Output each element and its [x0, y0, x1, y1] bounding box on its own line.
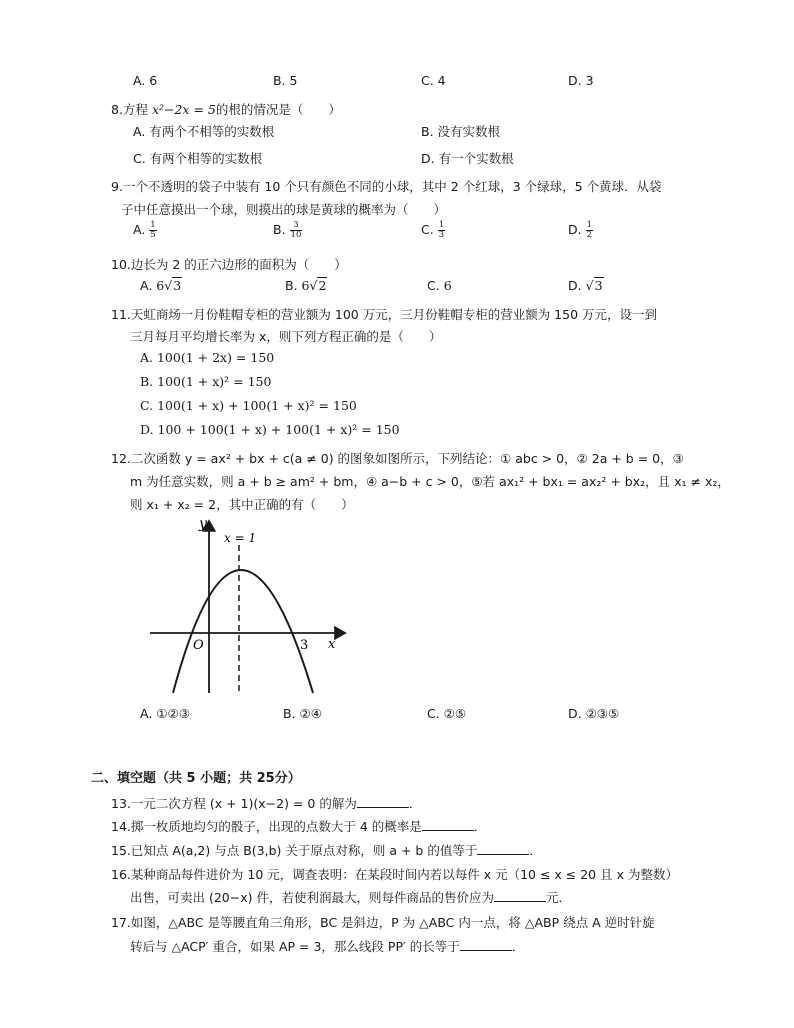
option-label: C.: [427, 278, 440, 293]
question-number: 8.: [111, 102, 123, 117]
fraction: [438, 221, 445, 240]
numerator: 1: [150, 220, 156, 230]
question-16-line2: [130, 888, 571, 906]
symmetry-label: x = 1: [224, 531, 257, 545]
q7-option-a: A. 6: [133, 73, 158, 88]
question-number: 14.: [111, 819, 131, 834]
question-number: 15.: [111, 843, 131, 858]
q10-option-b: [285, 278, 327, 293]
question-number: 10.: [111, 257, 131, 272]
option-label: A.: [133, 222, 146, 237]
coefficient: 6: [156, 278, 165, 293]
question-14: [111, 817, 486, 835]
stem-text: 出售，可卖出 (20−x) 件，若使利润最大，则每件商品的售价应为: [130, 890, 494, 905]
stem-text: 掷一枚质地均匀的骰子，出现的点数大于 4 的概率是: [130, 819, 422, 834]
question-17-line1: [111, 913, 655, 931]
fraction: [290, 221, 303, 240]
stem-text: 如图，△ABC 是等腰直角三角形，BC 是斜边，P 为 △ABC 内一点，将 △ABP 绕点 A 逆时针旋: [130, 915, 655, 930]
question-number: 9.: [111, 179, 123, 194]
question-10-stem: [111, 255, 347, 273]
stem-text: 二次函数 y = ax² + bx + c(a ≠ 0) 的图象如图所示，下列结论：① abc > 0，② 2a + b = 0，③: [130, 451, 684, 466]
stem-end: ．: [529, 843, 542, 858]
question-16-line1: [111, 865, 678, 883]
q7-option-b: B. 5: [273, 73, 298, 88]
equation: x²−2x = 5: [151, 102, 216, 117]
stem-text: 天虹商场一月份鞋帽专柜的营业额为 100 万元，三月份鞋帽专柜的营业额为 150 万元，设一到: [130, 307, 658, 322]
section-heading: 二、填空题（共 5 小题；共 25分）: [91, 771, 301, 786]
radicand: 2: [318, 278, 327, 293]
q12-option-d: D. ②③⑤: [568, 706, 620, 721]
question-15: [111, 841, 542, 859]
answer-blank[interactable]: [460, 938, 512, 951]
stem-text: 转后与 △ACP′ 重合，如果 AP = 3，那么线段 PP′ 的长等于: [130, 939, 460, 954]
denominator: 2: [586, 230, 593, 240]
radical-expression: 6√3: [156, 278, 182, 293]
x-axis-label: x: [328, 637, 336, 652]
numerator: 1: [586, 220, 593, 230]
stem-end: ．: [511, 939, 525, 954]
stem-end: 元．: [545, 890, 571, 905]
stem-text: 已知点 A(a,2) 与点 B(3,b) 关于原点对称，则 a + b 的值等于: [130, 843, 478, 858]
question-17-line2: [130, 937, 524, 955]
stem-text: 一个不透明的袋子中装有 10 个只有颜色不同的小球，其中 2 个红球，3 个绿球，5 个黄球．从袋: [122, 179, 662, 194]
question-number: 13.: [111, 796, 131, 811]
radicand: 3: [594, 278, 603, 293]
numerator: 3: [290, 221, 303, 231]
q11-option-b: B. 100(1 + x)² = 150: [140, 374, 272, 389]
q9-option-d: [568, 221, 593, 240]
root-label: 3: [300, 638, 309, 653]
q9-option-a: [133, 221, 157, 240]
q8-option-a: A. 有两个不相等的实数根: [133, 124, 275, 139]
answer-blank[interactable]: [357, 795, 409, 808]
q8-option-b: B. 没有实数根: [421, 124, 501, 139]
numerator: 1: [438, 220, 445, 230]
parabola-graph: [145, 515, 350, 700]
coefficient: 6: [443, 278, 452, 293]
q11-option-a: A. 100(1 + 2x) = 150: [140, 350, 275, 365]
option-label: B.: [285, 278, 298, 293]
question-number: 17.: [111, 915, 131, 930]
question-12-line3: 则 x₁ + x₂ = 2，其中正确的有（ ）: [130, 497, 354, 512]
answer-blank[interactable]: [477, 842, 529, 855]
question-9-line2: 子中任意摸出一个球，则摸出的球是黄球的概率为（ ）: [121, 202, 447, 217]
option-label: C.: [421, 222, 434, 237]
q10-option-d: [568, 278, 604, 293]
fraction: [149, 221, 156, 240]
q10-option-c: [427, 278, 452, 293]
q9-option-c: [421, 221, 445, 240]
question-number: 16.: [111, 867, 131, 882]
stem-post: 的根的情况是（ ）: [215, 102, 341, 117]
radical-expression: 6√2: [301, 278, 327, 293]
q11-option-c: C. 100(1 + x) + 100(1 + x)² = 150: [140, 398, 357, 413]
q8-option-c: C. 有两个相等的实数根: [133, 151, 263, 166]
question-12-line1: [111, 449, 684, 467]
question-9-line1: [111, 177, 662, 195]
radical-expression: √3: [585, 278, 603, 293]
denominator: 10: [290, 230, 302, 240]
question-11-line1: [111, 305, 657, 323]
option-label: D.: [568, 278, 582, 293]
q7-option-c: C. 4: [421, 73, 446, 88]
y-axis-label: y: [199, 516, 207, 532]
stem-end: ．: [408, 796, 422, 811]
q10-option-a: [140, 278, 182, 293]
option-label: D.: [568, 222, 582, 237]
option-label: B.: [273, 222, 286, 237]
q11-option-d: D. 100 + 100(1 + x) + 100(1 + x)² = 150: [140, 422, 400, 437]
option-label: A.: [140, 278, 153, 293]
fraction: [586, 221, 593, 240]
question-13: [111, 794, 421, 812]
denominator: 5: [150, 230, 156, 240]
q12-option-b: B. ②④: [283, 706, 322, 721]
question-12-line2: m 为任意实数，则 a + b ≥ am² + bm，④ a−b + c > 0，⑤若 ax₁² + bx₁ = ax₂² + bx₂，且 x₁ ≠ x₂，: [130, 474, 730, 489]
question-8-stem: [111, 100, 341, 118]
denominator: 3: [438, 230, 445, 240]
q12-option-c: C. ②⑤: [427, 706, 467, 721]
answer-blank[interactable]: [494, 889, 546, 902]
q9-option-b: [273, 221, 302, 240]
answer-blank[interactable]: [422, 818, 474, 831]
question-number: 12.: [111, 451, 131, 466]
q8-option-d: D. 有一个实数根: [421, 151, 514, 166]
radicand: 3: [173, 278, 182, 293]
parabola-curve: [173, 570, 313, 693]
stem-pre: 方程: [122, 102, 148, 117]
question-11-line2: 三月每月平均增长率为 x，则下列方程正确的是（ ）: [130, 329, 442, 344]
coefficient: 6: [301, 278, 310, 293]
q12-option-a: A. ①②③: [140, 706, 190, 721]
stem-end: ．: [473, 819, 487, 834]
origin-label: O: [193, 638, 204, 653]
stem-text: 某种商品每件进价为 10 元，调查表明：在某段时间内若以每件 x 元（10 ≤ x ≤ 20 且 x 为整数）: [130, 867, 678, 882]
stem-text: 边长为 2 的正六边形的面积为（ ）: [130, 257, 347, 272]
q7-option-d: D. 3: [568, 73, 594, 88]
question-number: 11.: [111, 307, 131, 322]
stem-text: 一元二次方程 (x + 1)(x−2) = 0 的解为: [130, 796, 357, 811]
